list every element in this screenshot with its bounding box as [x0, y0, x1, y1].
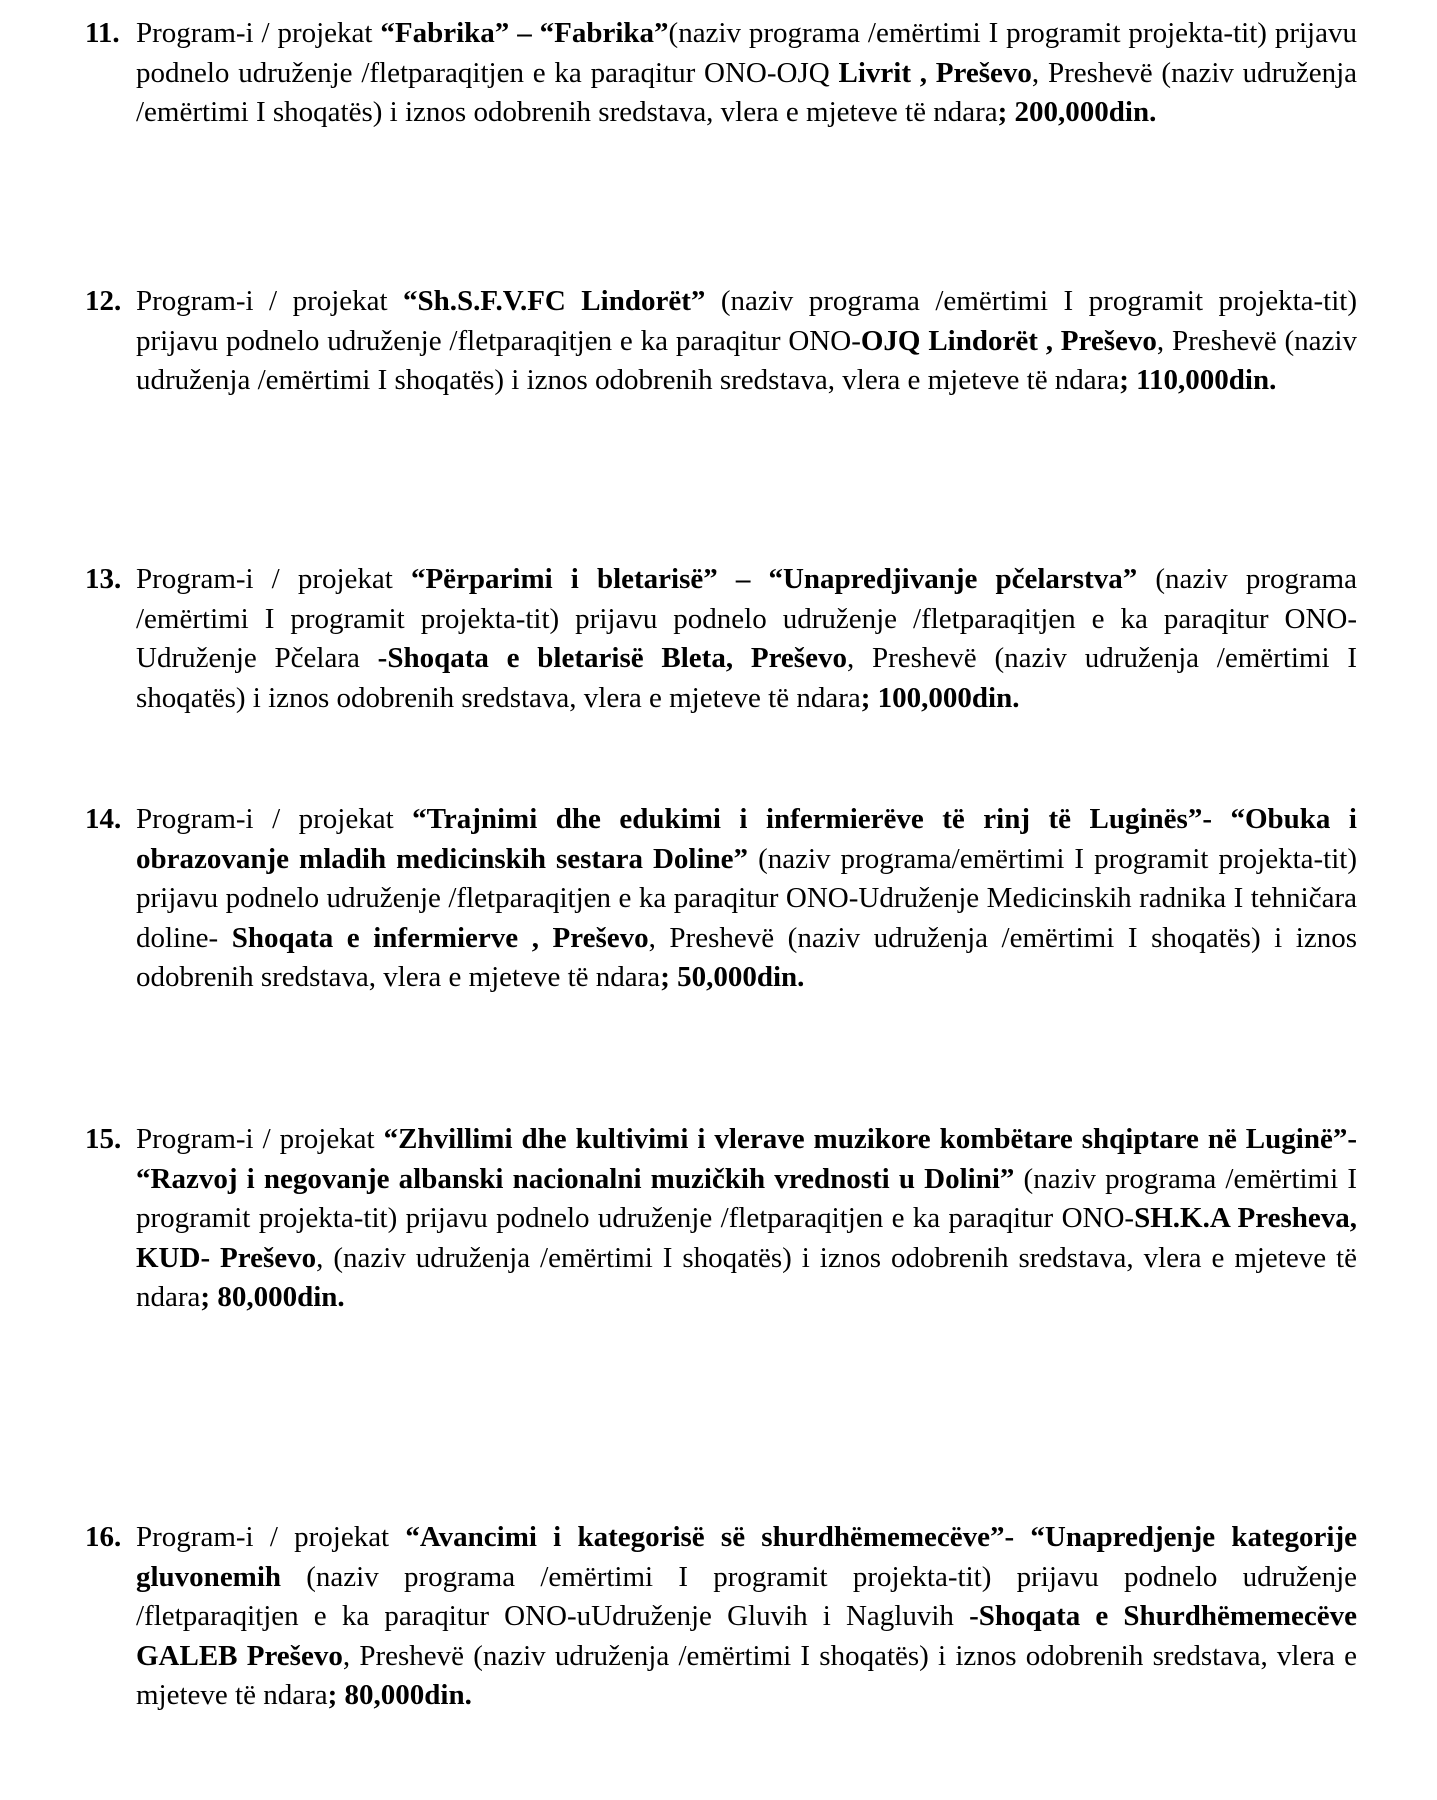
- program-title: “Përparimi i bletarisë” – “Unapredjivanje pčelarstva”: [410, 563, 1138, 595]
- item-intro: Program-i / projekat: [136, 563, 411, 595]
- list-item: [85, 800, 1357, 998]
- item-description-end: , (naziv udruženja /emërtimi I shoqatës) i iznos odobrenih sredstava, vlera e mjeteve të ndara: [136, 1241, 1357, 1313]
- item-number: 16.: [85, 1521, 122, 1553]
- organization-name: Livrit , Preševo: [838, 56, 1032, 89]
- program-title: “Sh.S.F.V.FC Lindorët”: [403, 285, 706, 317]
- item-intro: Program-i / projekat: [136, 803, 413, 835]
- item-text: [136, 282, 1357, 401]
- organization-name: Shoqata e infermierve , Preševo: [231, 921, 649, 954]
- organization-name: -Shoqata e Shurdhëmemecëve GALEB Preševo: [136, 1600, 1357, 1672]
- item-description: (naziv programa /emërtimi I programit projekta-tit) prijavu podnelo udruženje /fletparaqitjen e ka paraqitur ONO-uUdruženje Gluvih i Nagluvih: [136, 1560, 1357, 1632]
- item-description: (naziv programa /emërtimi I programit projekta-tit) prijavu podnelo udruženje /fletparaqitjen e ka paraqitur ONO-Udruženje Pčelara: [136, 563, 1357, 674]
- approved-amount: ; 80,000din.: [327, 1679, 472, 1711]
- item-description-end: , Preshevë (naziv udruženja /emërtimi I shoqatës) i iznos odobrenih sredstava, vlera e mjeteve të ndara: [136, 921, 1357, 993]
- item-description-end: , Preshevë (naziv udruženja /emërtimi I shoqatës) i iznos odobrenih sredstava, vlera e mjeteve të ndara: [136, 642, 1357, 714]
- item-description: (naziv programa /emërtimi I programit projekta-tit) prijavu podnelo udruženje /fletparaqitjen e ka paraqitur ONO-: [136, 285, 1357, 357]
- item-number: 11.: [85, 17, 120, 49]
- approved-amount: ; 80,000din.: [200, 1281, 345, 1313]
- item-text: [136, 14, 1357, 133]
- list-item: [85, 282, 1357, 401]
- item-intro: Program-i / projekat: [136, 1521, 406, 1553]
- approved-amount: ; 110,000din.: [1119, 364, 1277, 396]
- program-title: “Trajnimi dhe edukimi i infermierëve të rinj të Luginës”- “Obuka i obrazovanje mladih medicinskih sestara Doline”: [136, 803, 1357, 875]
- item-number: 15.: [85, 1123, 122, 1155]
- item-number: 14.: [85, 803, 122, 835]
- list-item: [85, 1120, 1357, 1318]
- item-text: [136, 1518, 1357, 1716]
- item-description: (naziv programa /emërtimi I programit projekta-tit) prijavu podnelo udruženje /fletparaqitjen e ka paraqitur ONO-: [136, 1162, 1357, 1234]
- item-intro: Program-i / projekat: [136, 17, 381, 49]
- approved-amount: ; 50,000din.: [660, 961, 805, 993]
- organization-name: -Shoqata e bletarisë Bleta, Preševo: [377, 642, 847, 674]
- item-description: (naziv programa /emërtimi I programit projekta-tit) prijavu podnelo udruženje /fletparaqitjen e ka paraqitur ONO-OJQ: [136, 17, 1357, 89]
- organization-name: OJQ Lindorët , Preševo: [860, 324, 1157, 357]
- item-description-end: , Preshevë (naziv udruženja /emërtimi I shoqatës) i iznos odobrenih sredstava, vlera e mjeteve të ndara: [136, 1639, 1357, 1711]
- approved-amount: ; 100,000din.: [860, 681, 1020, 714]
- item-number: 13.: [85, 563, 122, 595]
- item-intro: Program-i / projekat: [136, 1123, 384, 1155]
- item-description-end: , Preshevë (naziv udruženja /emërtimi I shoqatës) i iznos odobrenih sredstava, vlera e mjeteve të ndara: [136, 56, 1357, 128]
- item-intro: Program-i / projekat: [136, 285, 404, 317]
- item-number: 12.: [85, 285, 122, 317]
- list-item: [85, 560, 1357, 718]
- organization-name: SH.K.A Presheva, KUD- Preševo: [136, 1202, 1357, 1274]
- program-title: “Avancimi i kategorisë së shurdhëmemecëve”- “Unapredjenje kategorije gluvonemih: [136, 1521, 1357, 1593]
- item-text: [136, 800, 1357, 998]
- item-description-end: , Preshevë (naziv udruženja /emërtimi I shoqatës) i iznos odobrenih sredstava, vlera e mjeteve të ndara: [136, 324, 1357, 396]
- approved-amount: ; 200,000din.: [997, 96, 1157, 128]
- list-item: [85, 14, 1357, 133]
- list-item: [85, 1518, 1357, 1716]
- item-description: (naziv programa/emërtimi I programit projekta-tit) prijavu podnelo udruženje /fletparaqitjen e ka paraqitur ONO-Udruženje Medicinskih radnika I tehničara doline-: [136, 842, 1357, 954]
- program-title: “Fabrika” – “Fabrika”: [380, 17, 669, 49]
- item-text: [136, 1120, 1357, 1318]
- item-text: [136, 560, 1357, 718]
- program-title: “Zhvillimi dhe kultivimi i vlerave muzikore kombëtare shqiptare në Luginë”- “Razvoj i negovanje albanski nacionalni muzičkih vrednosti u Dolini”: [136, 1123, 1357, 1195]
